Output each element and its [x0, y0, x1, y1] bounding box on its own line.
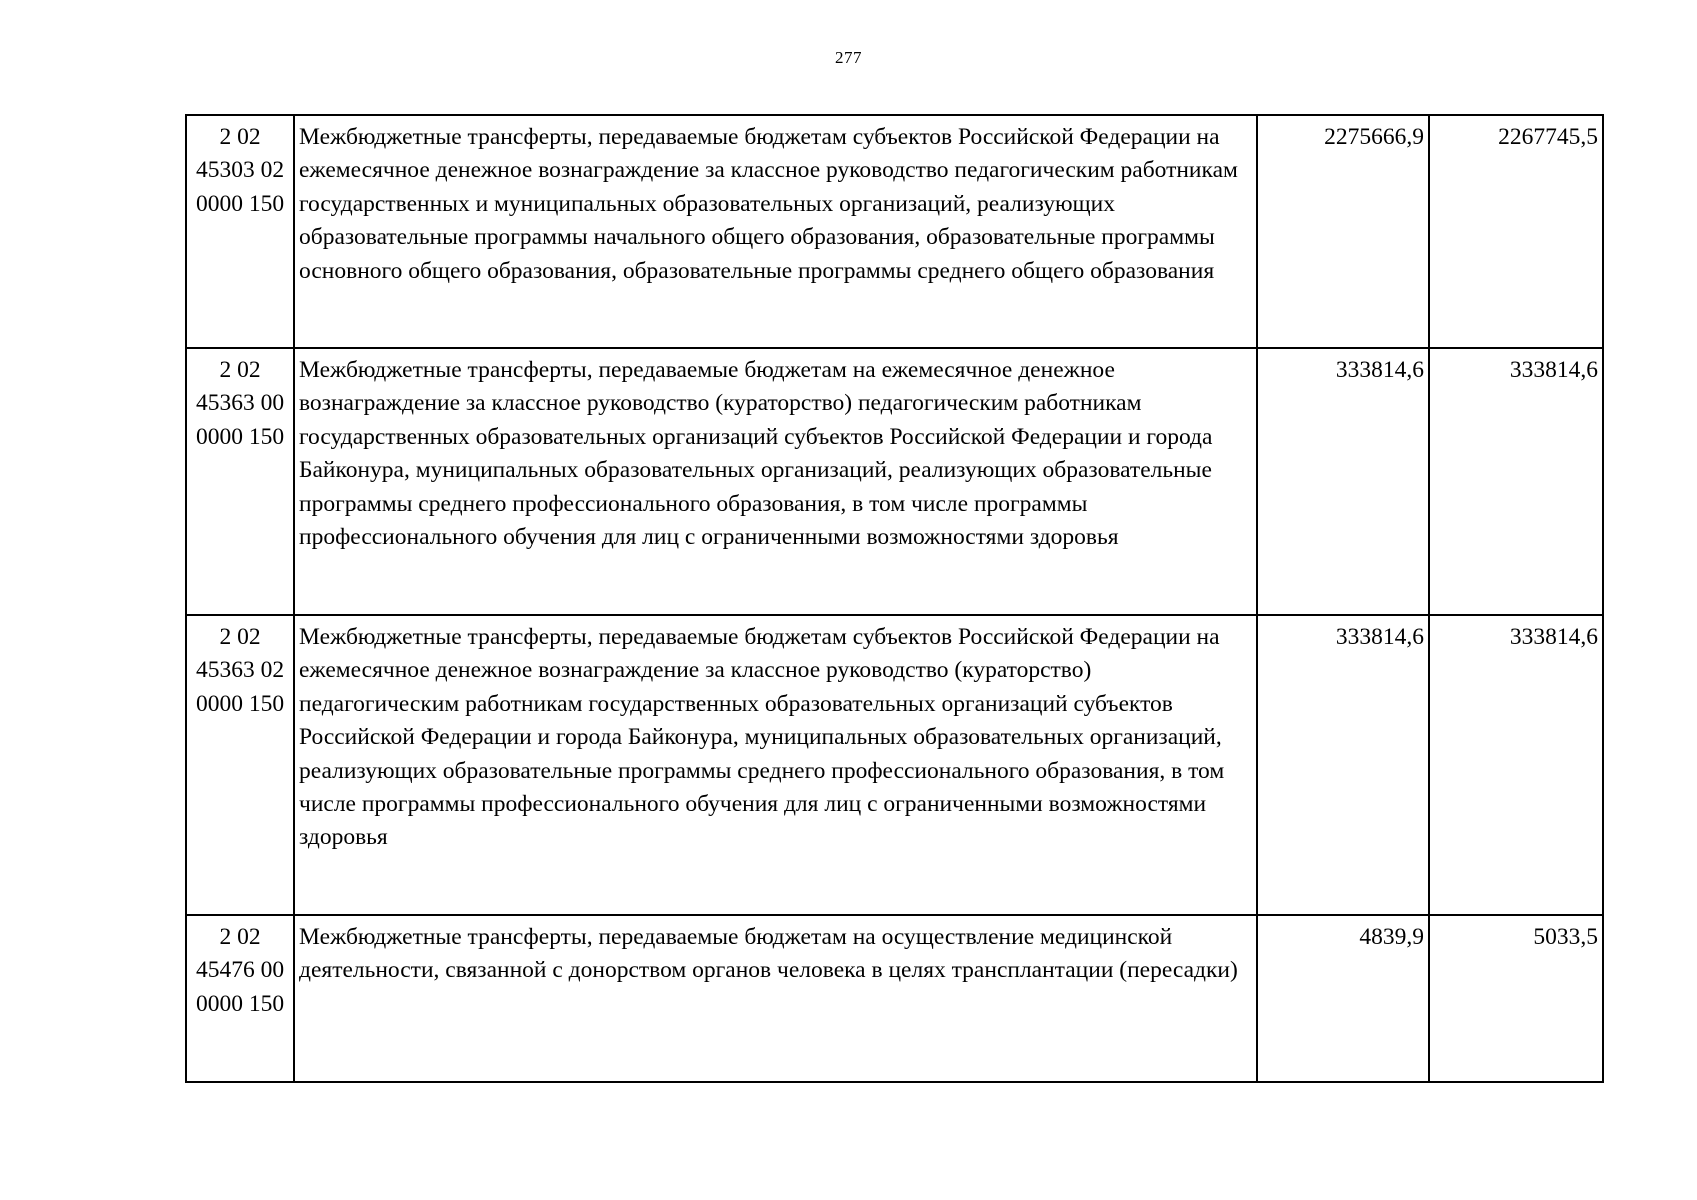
page-number: 277 [835, 48, 862, 67]
budget-table [185, 114, 1604, 1083]
table-row [186, 615, 1603, 915]
code-part: 0000 150 [195, 423, 285, 450]
description-cell: Межбюджетные трансферты, передаваемые бюджетам субъектов Российской Федерации на ежемесячное денежное вознаграждение за классное руководство педагогическим работникам государственных и муниципальных образовательных организаций, реализующих образовательные программы начального общего образования, образовательные программы основного общего образования, образовательные программы среднего общего образования [294, 115, 1257, 348]
value-cell-2: 333814,6 [1429, 348, 1603, 615]
budget-code-cell [186, 115, 294, 348]
description-cell: Межбюджетные трансферты, передаваемые бюджетам на ежемесячное денежное вознаграждение за классное руководство (кураторство) педагогическим работникам государственных образовательных организаций субъектов Российской Федерации и города Байконура, муниципальных образовательных организаций, реализующих образовательные программы среднего профессионального образования, в том числе программы профессионального обучения для лиц с ограниченными возможностями здоровья [294, 348, 1257, 615]
description-cell: Межбюджетные трансферты, передаваемые бюджетам на осуществление медицинской деятельности, связанной с донорством органов человека в целях трансплантации (пересадки) [294, 915, 1257, 1082]
code-part: 2 02 [219, 357, 261, 383]
budget-code-cell [186, 915, 294, 1082]
code-part: 0000 150 [195, 990, 285, 1017]
code-part: 2 02 [219, 624, 261, 650]
code-part: 0000 150 [195, 690, 285, 717]
code-part: 45363 02 [195, 657, 285, 684]
value-cell-1: 333814,6 [1257, 615, 1429, 915]
value-cell-2: 333814,6 [1429, 615, 1603, 915]
code-part: 2 02 [219, 924, 261, 950]
code-part: 45363 00 [195, 390, 285, 417]
value-cell-1: 333814,6 [1257, 348, 1429, 615]
value-cell-2: 5033,5 [1429, 915, 1603, 1082]
value-cell-1: 2275666,9 [1257, 115, 1429, 348]
budget-code-cell [186, 615, 294, 915]
code-part: 0000 150 [195, 190, 285, 217]
code-part: 45303 02 [195, 157, 285, 184]
table-row [186, 915, 1603, 1082]
value-cell-1: 4839,9 [1257, 915, 1429, 1082]
code-part: 45476 00 [195, 957, 285, 984]
code-part: 2 02 [219, 124, 261, 150]
table-row [186, 115, 1603, 348]
table-row [186, 348, 1603, 615]
budget-code-cell [186, 348, 294, 615]
description-cell: Межбюджетные трансферты, передаваемые бюджетам субъектов Российской Федерации на ежемесячное денежное вознаграждение за классное руководство (кураторство) педагогическим работникам государственных образовательных организаций субъектов Российской Федерации и города Байконура, муниципальных образовательных организаций, реализующих образовательные программы среднего профессионального образования, в том числе программы профессионального обучения для лиц с ограниченными возможностями здоровья [294, 615, 1257, 915]
value-cell-2: 2267745,5 [1429, 115, 1603, 348]
